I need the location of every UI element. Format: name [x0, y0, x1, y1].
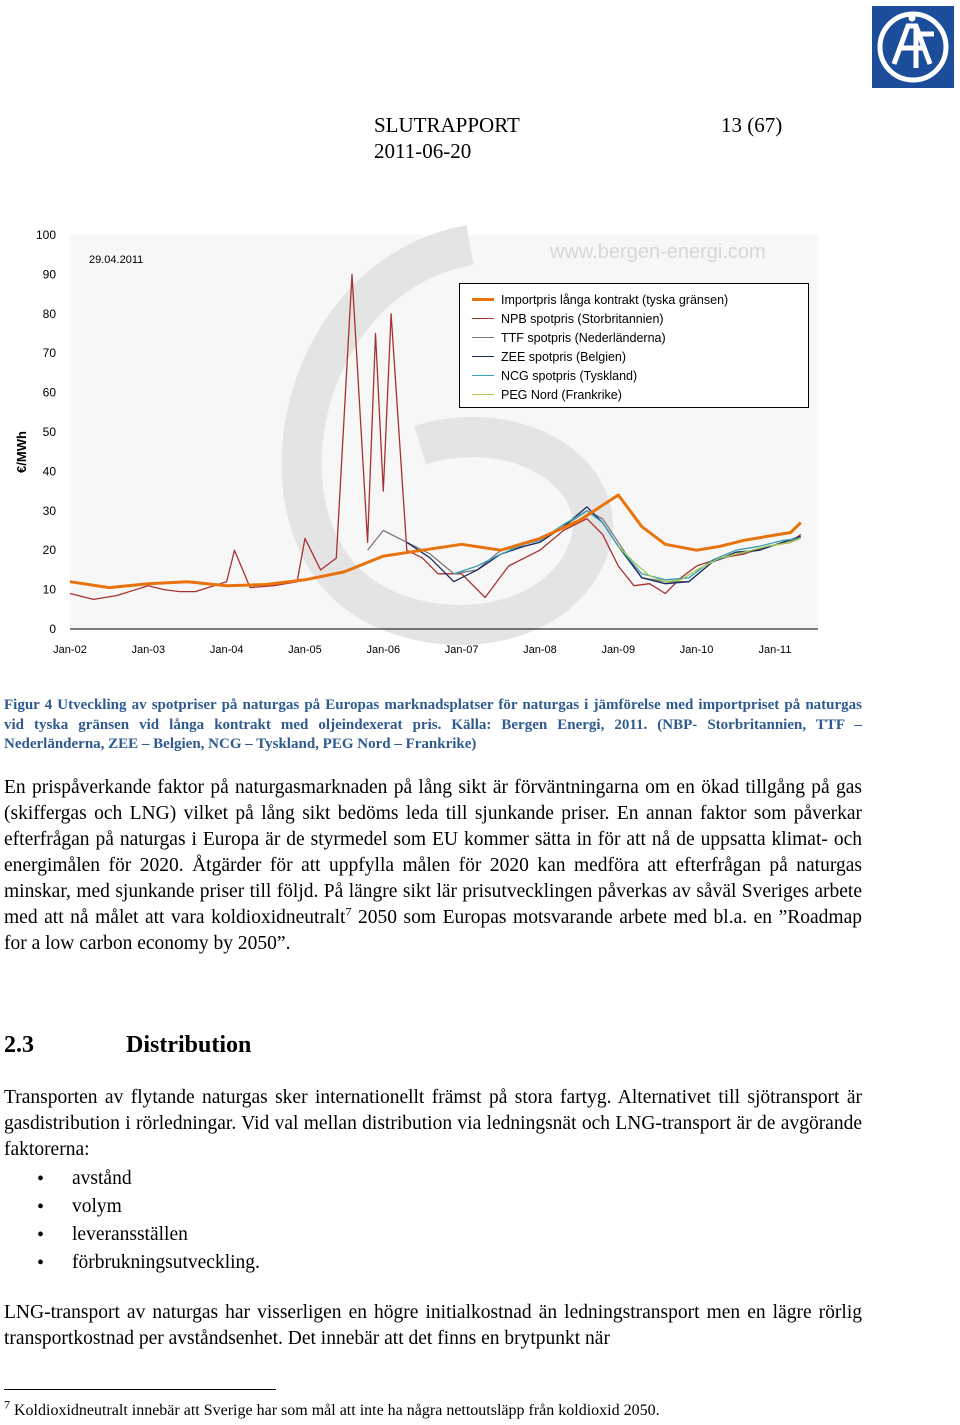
y-tick-label: 30: [42, 503, 56, 518]
footnote-text: Koldioxidneutralt innebär att Sverige har som mål att inte ha några nettoutsläpp från koldioxid 2050.: [10, 1402, 660, 1419]
legend-swatch: [472, 337, 494, 338]
y-tick-label: 10: [42, 582, 56, 597]
footnote: [4, 1397, 660, 1422]
paragraph-text: En prispåverkande faktor på naturgasmarknaden på lång sikt är förväntningarna om en ökad tillgång på gas (skiffergas och LNG) vilket på lång sikt bedöms leda till sjunkande priser. En annan faktor som påverkar efterfrågan på naturgas i Europa är de styrmedel som EU kommer sätta in för att nå de uppsatta klimat- och energimålen för 2020. Åtgärder för att uppfylla målen för 2020 kan medföra att efterfrågan på naturgas minskar, med sjunkande priser till följd. På längre sikt lär prisutvecklingen påverkas av såväl Sveriges arbete med att nå målet att vara koldioxidneutralt: [4, 777, 862, 928]
page-number: 13 (67): [721, 113, 783, 137]
legend-label: TTF spotpris (Nederländerna): [501, 330, 666, 345]
x-tick-label: Jan-04: [209, 644, 244, 656]
y-tick-label: 90: [42, 267, 56, 282]
footnote-number: 7: [4, 1397, 10, 1412]
x-tick-label: Jan-10: [679, 644, 714, 656]
paragraph-price-factors: [4, 775, 862, 957]
gas-price-chart: [0, 215, 870, 665]
x-tick-label: Jan-11: [758, 644, 792, 656]
legend-entry: [460, 290, 808, 309]
legend-label: Importpris långa kontrakt (tyska gränsen): [501, 292, 729, 307]
x-tick-label: Jan-07: [444, 644, 479, 656]
date-annotation: 29.04.2011: [89, 254, 144, 266]
y-tick-label: 80: [42, 306, 56, 321]
legend-swatch: [472, 318, 494, 319]
list-item: • volym: [0, 1193, 260, 1221]
section-number: 2.3: [4, 1032, 34, 1058]
list-item: • förbrukningsutveckling.: [0, 1249, 260, 1277]
x-tick-label: Jan-09: [601, 644, 636, 656]
legend-entry: [460, 347, 808, 366]
section-heading: [4, 1032, 251, 1059]
list-item: • avstånd: [0, 1165, 260, 1193]
legend-swatch: [472, 356, 494, 357]
x-tick-label: Jan-08: [523, 644, 557, 656]
y-tick-label: 20: [42, 543, 56, 558]
footnote-ref: 7: [345, 904, 352, 919]
y-tick-label: 0: [49, 622, 56, 636]
legend-entry: [460, 309, 808, 328]
chart-legend: [459, 283, 809, 408]
paragraph-distribution: Transporten av flytande naturgas sker internationellt främst på stora fartyg. Alternativet till sjötransport är gasdistribution i rörledningar. Vid val mellan distribution via ledningsnät och LNG-transport är de avgörande faktorerna:: [4, 1087, 862, 1160]
af-logo-icon: [872, 6, 954, 88]
legend-label: NPB spotpris (Storbritannien): [501, 311, 664, 326]
factor-list: [0, 1165, 260, 1277]
paragraph-lng-transport: LNG-transport av naturgas har visserligen en högre initialkostnad än ledningstransport men en lägre rörlig transportkostnad per avståndsenhet. Det innebär att det finns en brytpunkt när: [4, 1302, 862, 1349]
legend-label: NCG spotpris (Tyskland): [501, 368, 638, 383]
list-item: • leveransställen: [0, 1221, 260, 1249]
figure-caption: Figur 4 Utveckling av spotpriser på naturgas på Europas marknadsplatser för naturgas i jämförelse med importpriset på naturgas vid tyska gränsen vid långa kontrakt med oljeindexerat pris. Källa: Bergen Energi, 2011. (NBP- Storbritannien, TTF – Nederländerna, ZEE – Belgien, NCG – Tyskland, PEG Nord – Frankrike): [4, 697, 862, 752]
legend-swatch: [472, 375, 494, 376]
section-title: Distribution: [126, 1032, 252, 1058]
legend-swatch: [472, 394, 494, 395]
x-tick-label: Jan-03: [131, 644, 166, 656]
x-tick-label: Jan-05: [288, 644, 322, 656]
y-axis-label: €/MWh: [14, 431, 29, 473]
y-tick-label: 40: [42, 464, 56, 479]
footnote-rule: [4, 1389, 276, 1390]
legend-entry: [460, 328, 808, 347]
paragraph-text-cont: 2050 som Europas motsvarande arbete med bl.a. en ”Roadmap for a low carbon economy by 2050”.: [4, 907, 862, 954]
watermark-text: www.bergen-energi.com: [550, 241, 766, 263]
report-title: SLUTRAPPORT: [374, 113, 520, 137]
legend-label: PEG Nord (Frankrike): [501, 387, 622, 402]
y-tick-label: 100: [35, 228, 56, 242]
report-date: 2011-06-20: [374, 139, 472, 163]
legend-swatch: [472, 298, 494, 301]
legend-label: ZEE spotpris (Belgien): [501, 349, 627, 364]
y-tick-label: 50: [42, 425, 56, 439]
legend-entry: [460, 385, 808, 404]
legend-entry: [460, 366, 808, 385]
y-tick-label: 70: [42, 346, 56, 361]
x-tick-label: Jan-02: [53, 644, 87, 656]
x-tick-label: Jan-06: [366, 644, 401, 656]
y-tick-label: 60: [42, 385, 56, 400]
